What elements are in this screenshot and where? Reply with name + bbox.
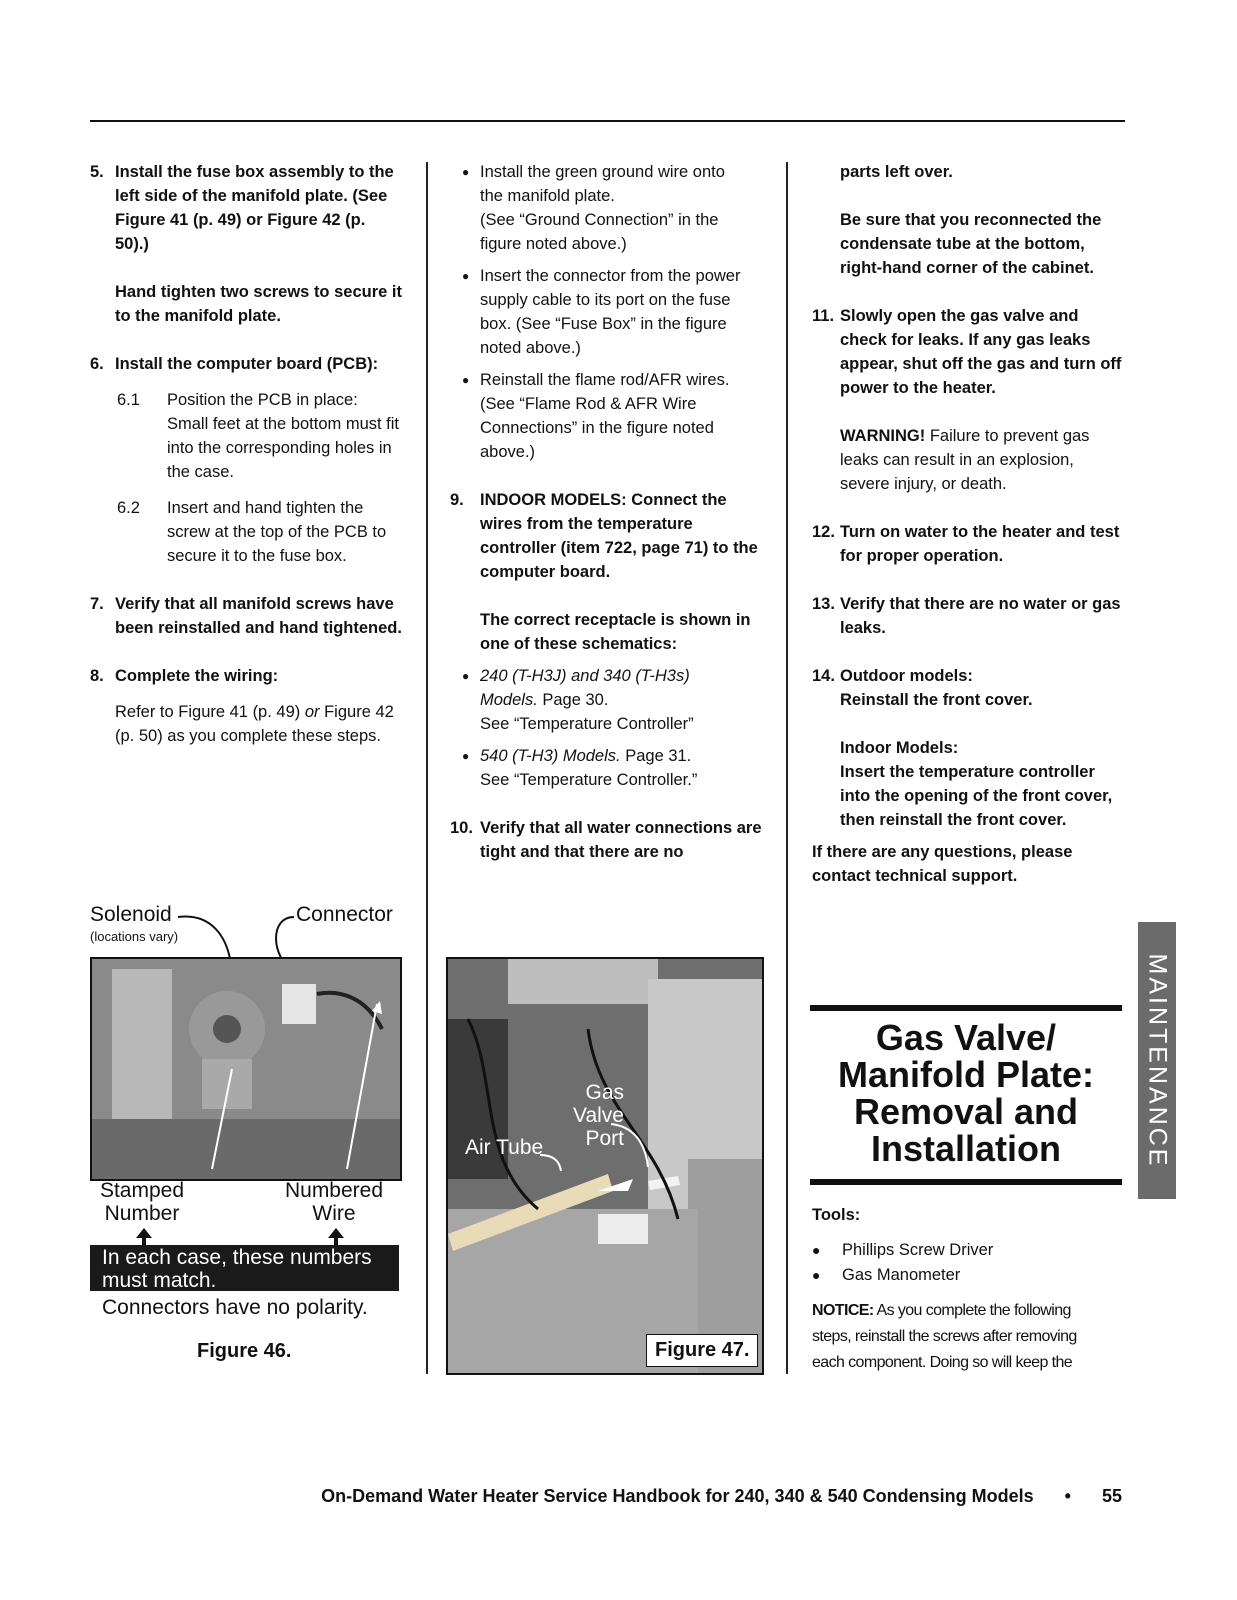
gas-valve-photo-illustration [448,959,762,1373]
step-14-indoor: Indoor Models: Insert the temperature controller into the opening of the front cover, then reinstall the front cover. [840,739,1113,829]
step-14: 14. Outdoor models: Reinstall the front cover. [812,667,1033,709]
bullet-power-connector: ● Insert the connector from the power supply cable to its port on the fuse box. (See “Fuse Box” in the figure noted above.) [462,264,744,360]
step-6: 6. Install the computer board (PCB): [90,355,379,373]
substep-6-2: 6.2 Insert and hand tighten the screw at the top of the PCB to secure it to the fuse box. [117,499,387,565]
fig46-polarity-note: Connectors have no polarity. [102,1296,368,1319]
substep-6-1: 6.1 Position the PCB in place: Small feet at the bottom must fit into the corresponding holes in the case. [117,391,400,481]
fig46-stamped-label: Stamped Number [99,1179,185,1225]
fig46-locations-label: (locations vary) [90,929,179,944]
tool-item: ● Gas Manometer [812,1266,961,1284]
fig47-air-tube-label: Air Tube [465,1136,544,1159]
fig46-up-arrows [130,1226,350,1246]
step-13: 13. Verify that there are no water or gas leaks. [812,595,1121,637]
step-5-extra: Hand tighten two screws to secure it to the manifold plate. [115,283,402,325]
fig46-numbered-label: Numbered Wire [284,1179,384,1225]
fig46-match-banner: In each case, these numbers must match. [90,1245,399,1291]
footer-separator: • [1064,1486,1071,1506]
notice-paragraph: NOTICE: As you complete the following steps, reinstall the screws after removing each component. Doing so will keep the [812,1302,1077,1371]
step-7: 7. Verify that all manifold screws have been reinstalled and hand tightened. [90,595,402,637]
step-12: 12. Turn on water to the heater and test for proper operation. [812,523,1120,565]
step-10-continued: parts left over. [840,163,953,181]
section-title: Gas Valve/ Manifold Plate: Removal and Installation [810,1005,1122,1185]
bullet-ground-wire: ● Install the green ground wire onto the manifold plate. (See “Ground Connection” in the figure noted above.) [462,160,744,256]
figure-46-photo [90,957,402,1181]
tool-item: ● Phillips Screw Driver [812,1241,994,1259]
page-footer [321,1486,1122,1507]
figure-47-caption: Figure 47. [646,1334,758,1367]
fig47-gas-valve-label: Gas Valve Port [573,1081,624,1150]
schematic-240-340: ● 240 (T-H3J) and 340 (T-H3s) Models. Page 30. See “Temperature Controller” [462,664,744,736]
column-2 [450,160,762,864]
fig46-solenoid-label: Solenoid [90,903,172,926]
column-divider-right [786,162,788,1374]
support-contact: If there are any questions, please contact technical support. [812,843,1073,885]
column-3 [812,160,1127,888]
maintenance-section-tab: MAINTENANCE [1138,922,1176,1199]
gas-leak-warning: WARNING! Failure to prevent gas leaks can result in an explosion, severe injury, or death. [840,427,1090,493]
column-1 [90,160,402,748]
step-9: 9. INDOOR MODELS: Connect the wires from the temperature controller (item 722, page 71) to the computer board. [450,491,758,581]
footer-title: On-Demand Water Heater Service Handbook for 240, 340 & 540 Condensing Models [321,1486,1034,1506]
top-rule [90,120,1125,122]
solenoid-photo-illustration [92,959,400,1179]
figure-46-caption: Figure 46. [197,1340,292,1362]
step-9-extra: The correct receptacle is shown in one of these schematics: [480,611,751,653]
figure-47-photo [446,957,764,1375]
step-8-ref: Refer to Figure 41 (p. 49) or Figure 42 (p. 50) as you complete these steps. [115,703,394,745]
schematic-540: ● 540 (T-H3) Models. Page 31. See “Temperature Controller.” [462,744,744,792]
tools-list [812,1238,1112,1288]
step-8: 8. Complete the wiring: [90,667,279,685]
step-10: 10. Verify that all water connections are tight and that there are no [450,819,762,861]
tools-label: Tools: [812,1206,861,1224]
condensate-reminder: Be sure that you reconnected the condensate tube at the bottom, right-hand corner of the cabinet. [840,211,1102,277]
fig46-connector-label: Connector [296,903,393,926]
page-number: 55 [1101,1486,1122,1506]
step-5: 5. Install the fuse box assembly to the left side of the manifold plate. (See Figure 41 (p. 49) or Figure 42 (p. 50).) [90,163,394,253]
column-divider-left [426,162,428,1374]
bullet-flame-rod: ● Reinstall the flame rod/AFR wires. (See “Flame Rod & AFR Wire Connections” in the figure noted above.) [462,368,744,464]
step-11: 11. Slowly open the gas valve and check for leaks. If any gas leaks appear, shut off the gas and turn off power to the heater. [812,307,1122,397]
